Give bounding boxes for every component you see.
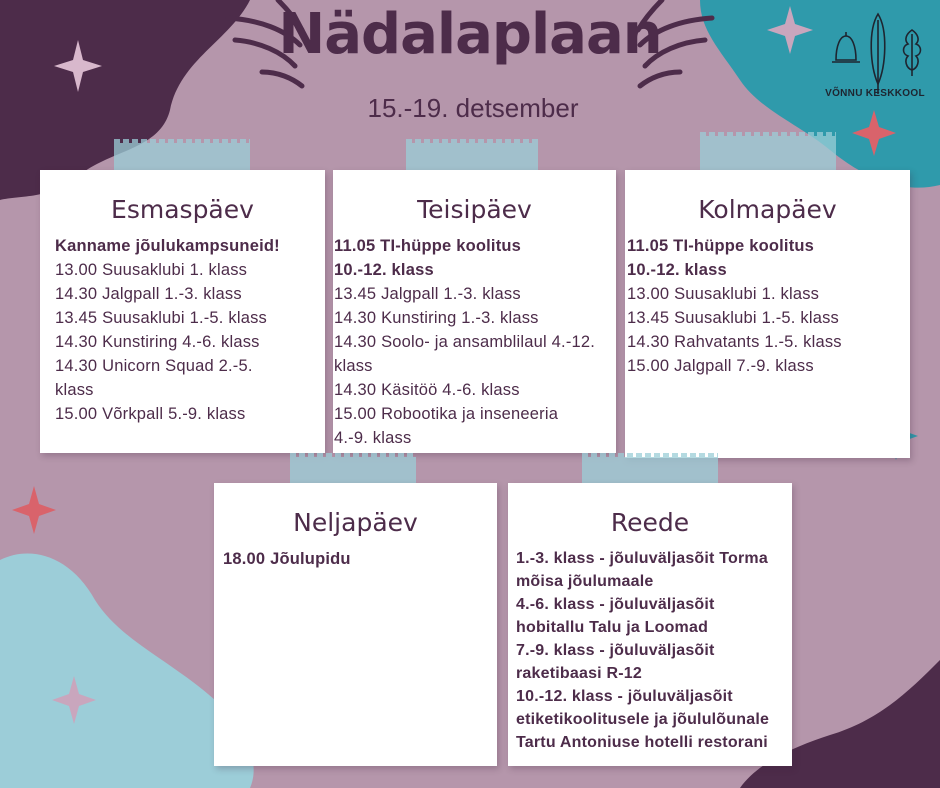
card-wednesday bbox=[625, 170, 910, 458]
tuesday-line: 11.05 TI-hüppe koolitus bbox=[334, 237, 522, 255]
week-dates: 15.-19. detsember bbox=[367, 93, 579, 123]
friday-line: 1.-3. klass - jõuluväljasõit Torma bbox=[516, 550, 768, 567]
wednesday-line: 11.05 TI-hüppe koolitus bbox=[627, 237, 815, 255]
friday-line: Tartu Antoniuse hotelli restorani bbox=[516, 734, 768, 751]
monday-line: 14.30 Kunstiring 4.-6. klass bbox=[55, 333, 260, 351]
monday-line: 13.00 Suusaklubi 1. klass bbox=[55, 261, 248, 279]
friday-line: 7.-9. klass - jõuluväljasõit bbox=[516, 642, 715, 659]
page-title: Nädalaplaan bbox=[278, 2, 662, 67]
friday-line: etiketikoolitusele ja jõululõunale bbox=[516, 711, 770, 728]
monday-line: 13.45 Suusaklubi 1.-5. klass bbox=[55, 309, 267, 327]
monday-line: klass bbox=[55, 381, 94, 399]
friday-line: raketibaasi R-12 bbox=[516, 665, 642, 682]
wednesday-line: 10.-12. klass bbox=[627, 261, 727, 279]
tuesday-line: 14.30 Kunstiring 1.-3. klass bbox=[334, 309, 539, 327]
monday-line: 14.30 Jalgpall 1.-3. klass bbox=[55, 285, 242, 303]
card-thursday bbox=[214, 483, 497, 766]
tuesday-line: 13.45 Jalgpall 1.-3. klass bbox=[334, 285, 521, 303]
school-name: VÕNNU KESKKOOL bbox=[825, 88, 925, 99]
monday-line: Kanname jõulukampsuneid! bbox=[55, 237, 280, 255]
friday-line: mõisa jõulumaale bbox=[516, 573, 654, 590]
monday-line: 14.30 Unicorn Squad 2.-5. bbox=[55, 357, 253, 375]
wednesday-line: 14.30 Rahvatants 1.-5. klass bbox=[627, 333, 842, 351]
tuesday-line: 14.30 Käsitöö 4.-6. klass bbox=[334, 381, 520, 399]
day-title-tuesday: Teisipäev bbox=[417, 195, 532, 224]
friday-line: 10.-12. klass - jõuluväljasõit bbox=[516, 688, 733, 705]
star-red-left bbox=[12, 486, 56, 534]
friday-line: 4.-6. klass - jõuluväljasõit bbox=[516, 596, 715, 613]
card-tuesday bbox=[333, 170, 616, 453]
monday-line: 15.00 Võrkpall 5.-9. klass bbox=[55, 405, 246, 423]
wednesday-line: 13.00 Suusaklubi 1. klass bbox=[627, 285, 820, 303]
tuesday-line: 10.-12. klass bbox=[334, 261, 434, 279]
card-monday bbox=[40, 170, 325, 453]
tuesday-line: 14.30 Soolo- ja ansamblilaul 4.-12. bbox=[334, 333, 596, 351]
wednesday-line: 13.45 Suusaklubi 1.-5. klass bbox=[627, 309, 839, 327]
friday-line: hobitallu Talu ja Loomad bbox=[516, 619, 709, 636]
day-title-wednesday: Kolmapäev bbox=[698, 195, 837, 224]
tuesday-line: 15.00 Robootika ja inseneeria bbox=[334, 405, 559, 423]
wednesday-line: 15.00 Jalgpall 7.-9. klass bbox=[627, 357, 814, 375]
day-title-friday: Reede bbox=[610, 508, 690, 537]
card-friday bbox=[508, 483, 792, 766]
tape-wednesday bbox=[700, 136, 836, 170]
tuesday-line: klass bbox=[334, 357, 373, 375]
day-title-monday: Esmaspäev bbox=[111, 195, 254, 224]
day-title-thursday: Neljapäev bbox=[293, 508, 418, 537]
tuesday-line: 4.-9. klass bbox=[334, 429, 412, 447]
thursday-line: 18.00 Jõulupidu bbox=[223, 550, 351, 568]
